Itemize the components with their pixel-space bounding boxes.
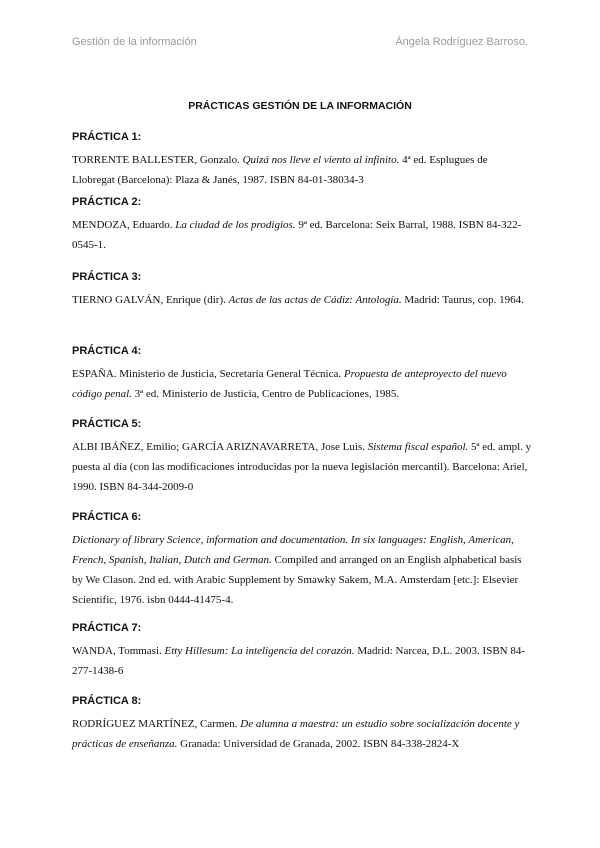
practica-2: [72, 196, 532, 255]
citation-details: 5ª ed. ampl. y puesta al día (con las modificaciones introducidas por la nueva legislación mercantil). Barcelona: Ariel, 1990. ISBN 84-344-2009-0: [72, 441, 532, 493]
citation-author: TIERNO GALVÁN, Enrique (dir).: [72, 294, 229, 306]
practica-heading: PRÁCTICA 7:: [72, 622, 142, 634]
citation: [72, 641, 532, 681]
practica-3: [72, 271, 532, 310]
citation: [72, 150, 532, 190]
page-header: [72, 36, 528, 48]
citation: [72, 364, 532, 404]
practica-1: [72, 131, 532, 190]
citation-title: La ciudad de los prodigios.: [175, 219, 296, 231]
citation-details: Granada: Universidad de Granada, 2002. ISBN 84-338-2824-X: [177, 738, 460, 750]
citation-title: De alumna a maestra: un estudio sobre socialización docente y prácticas de enseñanza.: [72, 718, 520, 750]
citation-details: Madrid: Narcea, D.L. 2003. ISBN 84-277-1438-6: [72, 645, 526, 677]
citation-details: Madrid: Taurus, cop. 1964.: [401, 294, 524, 306]
practica-heading: PRÁCTICA 3:: [72, 271, 142, 283]
citation: [72, 714, 532, 754]
practica-4: [72, 345, 532, 404]
practica-heading: PRÁCTICA 2:: [72, 196, 142, 208]
citation-title: Dictionary of library Science, information and documentation. In six languages: English, American, French, Spanish, Italian, Dutch and German.: [72, 534, 514, 566]
document-title: PRÁCTICAS GESTIÓN DE LA INFORMACIÓN: [188, 100, 412, 112]
practica-5: [72, 418, 532, 497]
citation-title: Propuesta de anteproyecto del nuevo código penal.: [72, 368, 507, 400]
citation-author: TORRENTE BALLESTER, Gonzalo.: [72, 154, 243, 166]
citation-title: Sistema fiscal español.: [367, 441, 469, 453]
citation-details: Compiled and arranged on an English alphabetical basis by We Clason. 2nd ed. with Arabic Supplement by Smawky Sakem, M.A. Amsterdam [etc.]: Elsevier Scientific, 1976. isbn 0444-41475-4.: [72, 554, 522, 606]
citation-details: 4ª ed. Esplugues de Llobregat (Barcelona): Plaza & Janés, 1987. ISBN 84-01-38034-3: [72, 154, 488, 186]
practica-heading: PRÁCTICA 6:: [72, 511, 142, 523]
citation-details: 9ª ed. Barcelona: Seix Barral, 1988. ISBN 84-322-0545-1.: [72, 219, 522, 251]
header-subject: Gestión de la información: [72, 36, 197, 48]
practica-7: [72, 622, 532, 681]
citation-title: Actas de las actas de Cádiz: Antología.: [228, 294, 402, 306]
practica-6: [72, 511, 532, 610]
citation: [72, 215, 532, 255]
practica-heading: PRÁCTICA 5:: [72, 418, 142, 430]
citation-author: WANDA, Tommasi.: [72, 645, 165, 657]
practica-heading: PRÁCTICA 1:: [72, 131, 142, 143]
citation: [72, 530, 532, 610]
citation: [72, 290, 532, 310]
practica-heading: PRÁCTICA 8:: [72, 695, 142, 707]
citation-details: 3ª ed. Ministerio de Justicia, Centro de Publicaciones, 1985.: [131, 388, 400, 400]
citation-author: ALBI IBÁÑEZ, Emilio; GARCÍA ARIZNAVARRETA, Jose Luis.: [72, 441, 368, 453]
citation-title: Etty Hillesum: La inteligencia del corazón.: [164, 645, 355, 657]
citation-author: MENDOZA, Eduardo.: [72, 219, 176, 231]
header-author: Ángela Rodríguez Barroso.: [395, 36, 528, 48]
citation-author: RODRÍGUEZ MARTÍNEZ, Carmen.: [72, 718, 241, 730]
practica-heading: PRÁCTICA 4:: [72, 345, 142, 357]
citation-title: Quizá nos lleve el viento al infinito.: [242, 154, 400, 166]
citation-author: ESPAÑA. Ministerio de Justicia, Secretaría General Técnica.: [72, 368, 344, 380]
citation: [72, 437, 532, 497]
practica-8: [72, 695, 532, 754]
